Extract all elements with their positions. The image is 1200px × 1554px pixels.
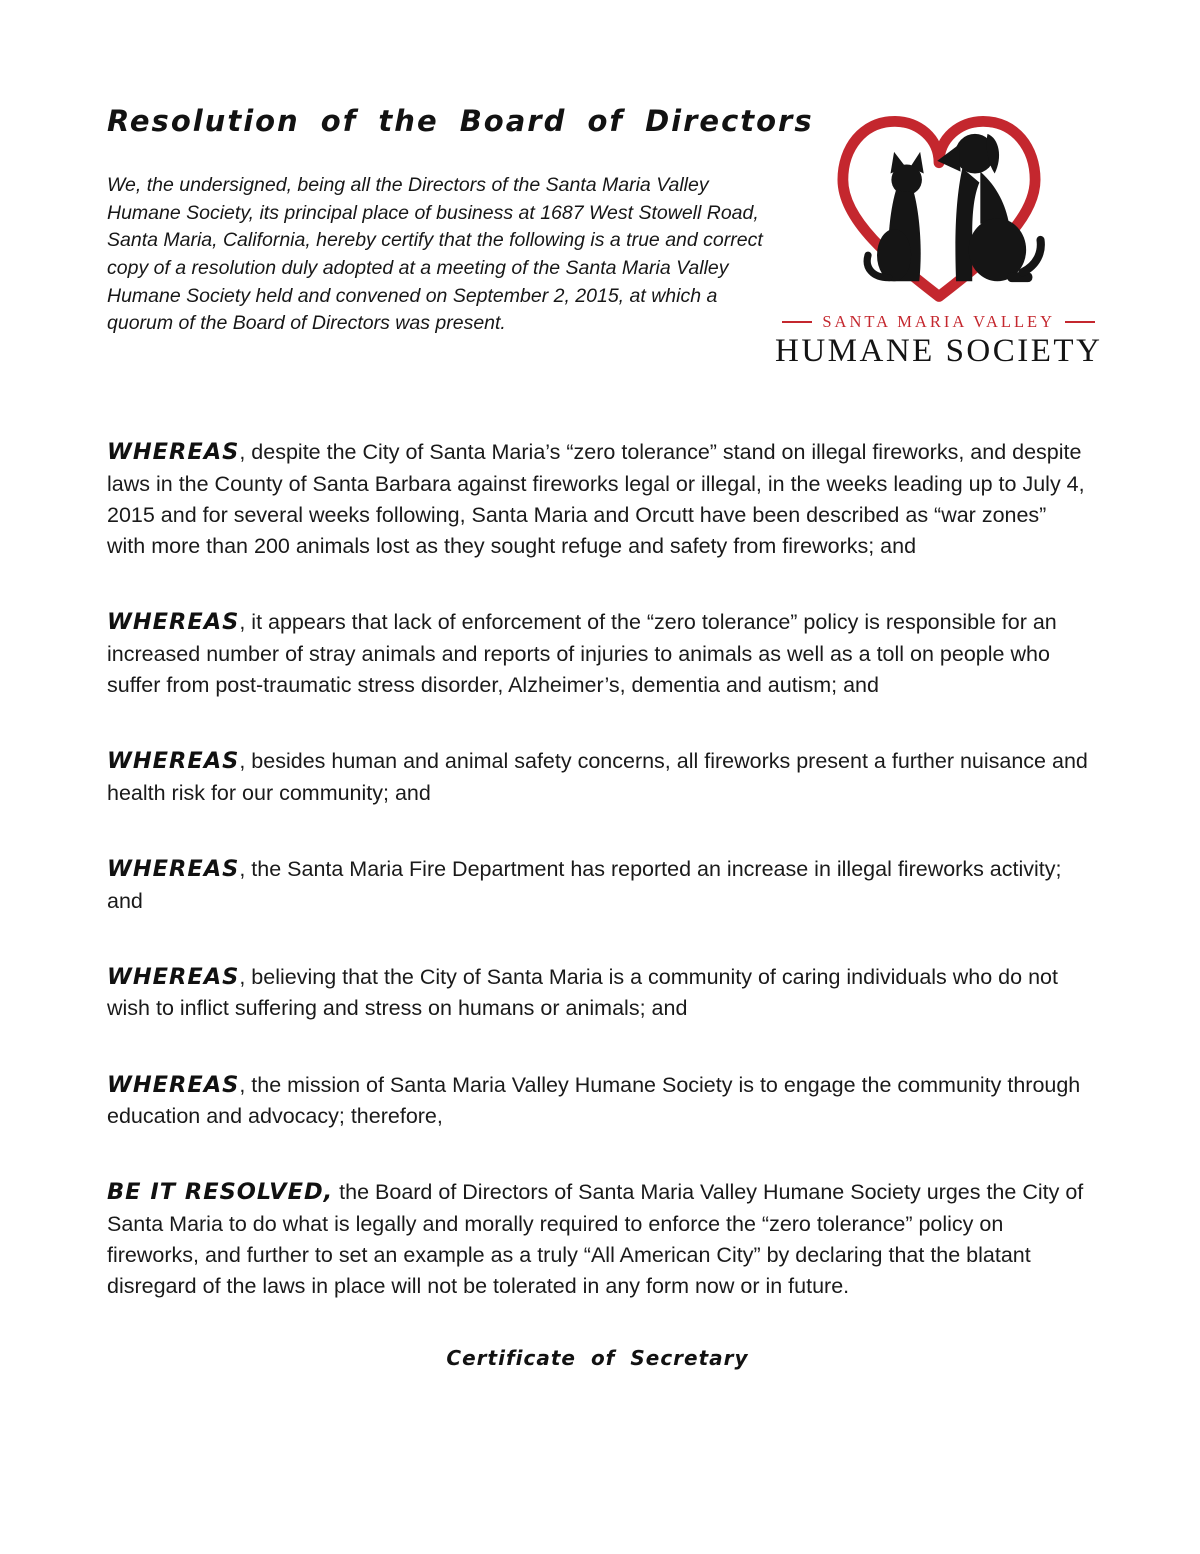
- lead-word: WHEREAS: [107, 748, 240, 775]
- lead-word: WHEREAS: [107, 439, 240, 465]
- lead-word: WHEREAS: [107, 609, 240, 636]
- paragraph-text: , it appears that lack of enforcement of the “zero tolerance” policy is responsible for an increased number of stray animals and reports of injuries to animals as well as a toll on people who suffer from post-traumatic stress disorder, Alzheimer’s, dementia and autism; and: [107, 610, 1057, 697]
- paragraph-whereas-3: [107, 745, 1088, 809]
- paragraph-whereas-2: [107, 606, 1088, 701]
- paragraph-text: , the Santa Maria Fire Department has reported an increase in illegal fireworks activity; and: [107, 856, 1062, 913]
- lead-word: WHEREAS: [107, 855, 240, 882]
- document-title: Resolution of the Board of Directors: [107, 104, 814, 138]
- lead-word: WHEREAS: [107, 963, 240, 990]
- paragraph-text: the Board of Directors of Santa Maria Valley Humane Society urges the City of Santa Maria to do what is legally and morally required to enforce the “zero tolerance” policy on fireworks, and further to set an example as a truly “All American City” by declaring that the blatant disregard of the laws in place will not be tolerated in any form now or in future.: [107, 1180, 1084, 1299]
- paragraph-text: , despite the City of Santa Maria’s “zero tolerance” stand on illegal fireworks, and despite laws in the County of Santa Barbara against fireworks legal or illegal, in the weeks leading up to July 4, 2015 and for several weeks following, Santa Maria and Orcutt have been described as “war zones” with more than 200 animals lost as they sought refuge and safety from fireworks; and: [107, 440, 1085, 558]
- paragraph-whereas-4: [107, 853, 1088, 917]
- intro-paragraph: We, the undersigned, being all the Directors of the Santa Maria Valley Humane Society, its principal place of business at 1687 West Stowell Road, Santa Maria, California, hereby certify that the following is a true and correct copy of a resolution duly adopted at a meeting of the Santa Maria Valley Humane Society held and convened on September 2, 2015, at which a quorum of the Board of Directors was present.: [107, 174, 763, 335]
- humane-society-logo: [775, 98, 1102, 370]
- paragraph-text: , the mission of Santa Maria Valley Humane Society is to engage the community through education and advocacy; therefore,: [107, 1072, 1081, 1129]
- paragraph-text: , believing that the City of Santa Maria is a community of caring individuals who do not wish to inflict suffering and stress on humans or animals; and: [107, 964, 1058, 1021]
- paragraph-whereas-6: [107, 1069, 1088, 1133]
- logo-tagline-text: SANTA MARIA VALLEY: [822, 312, 1056, 331]
- lead-word: WHEREAS: [107, 1071, 240, 1098]
- paragraph-whereas-5: [107, 961, 1088, 1025]
- resolution-body: [107, 436, 1088, 1302]
- certificate-of-secretary-heading: Certificate of Secretary: [446, 1346, 749, 1371]
- logo-name-text: HUMANE SOCIETY: [775, 333, 1103, 369]
- header-text-block: [107, 104, 814, 338]
- logo-tagline: [782, 312, 1095, 332]
- paragraph-text: , besides human and animal safety concerns, all fireworks present a further nuisance and health risk for our community; and: [107, 749, 1088, 805]
- tagline-dash-right: [1065, 321, 1095, 323]
- lead-word: BE IT RESOLVED,: [107, 1179, 334, 1206]
- cat-silhouette: [867, 152, 924, 281]
- paragraph-whereas-1: [107, 436, 1088, 562]
- document-header: [107, 104, 1103, 370]
- paragraph-be-it-resolved: [107, 1176, 1088, 1302]
- tagline-dash-left: [782, 321, 812, 323]
- heart-dog-cat-icon: [804, 98, 1074, 310]
